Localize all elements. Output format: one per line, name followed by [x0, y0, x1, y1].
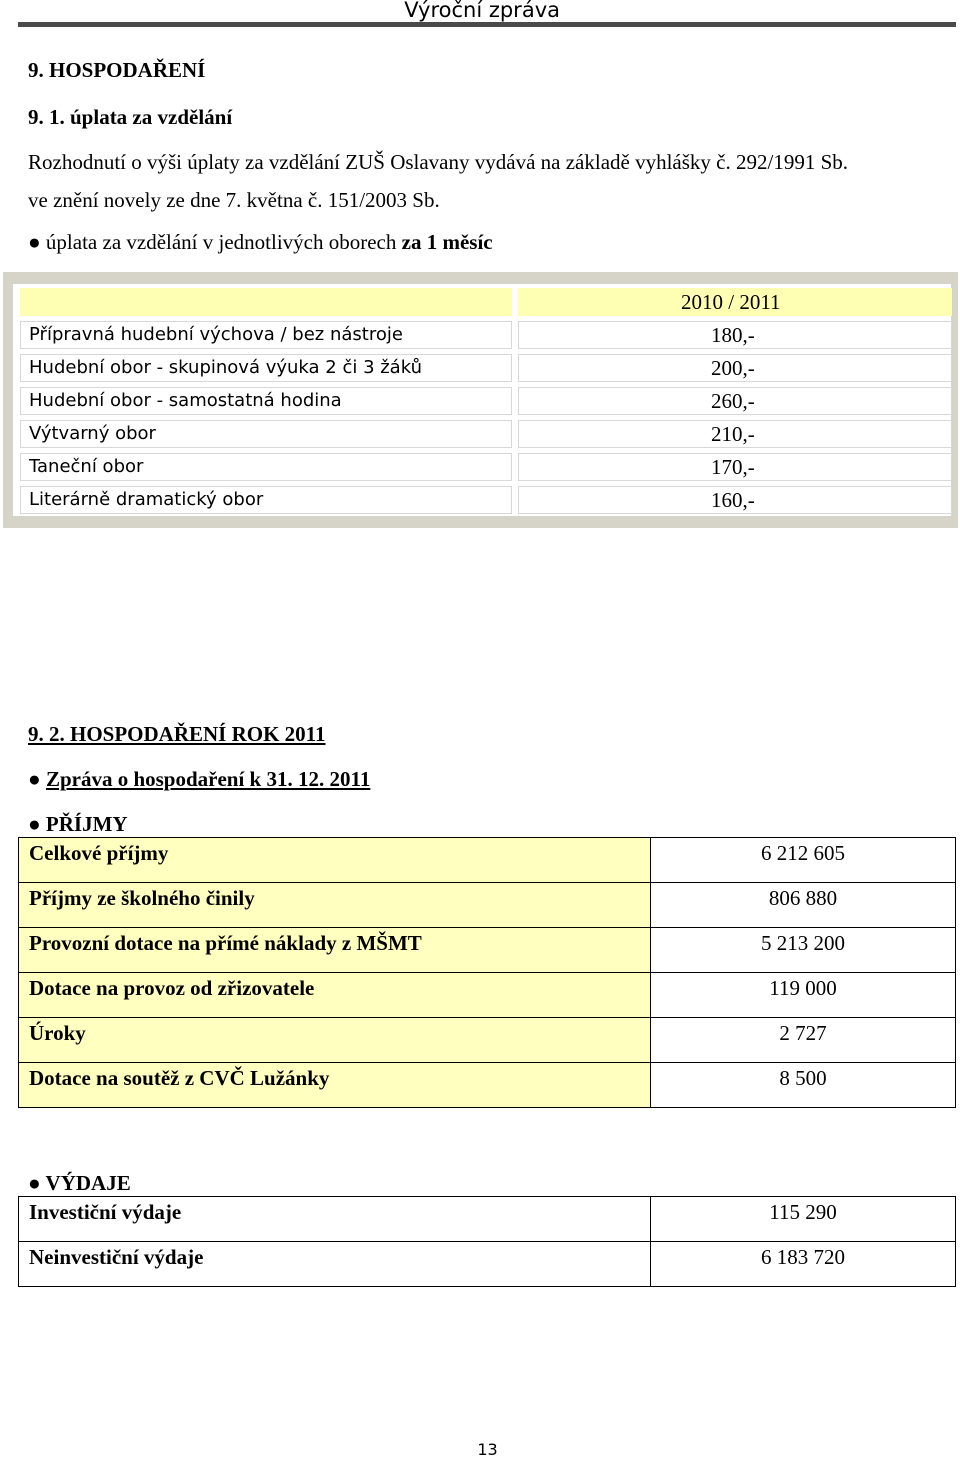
fee-row-label: Přípravná hudební výchova / bez nástroje [20, 321, 512, 349]
fee-row-label: Taneční obor [20, 453, 512, 481]
fee-table-row [20, 321, 952, 349]
fee-row-label: Hudební obor - skupinová výuka 2 či 3 žáků [20, 354, 512, 382]
fee-row-value: 200,- [518, 354, 952, 382]
fee-table-header-row [20, 288, 952, 316]
table-row [19, 973, 956, 1018]
table-row [19, 838, 956, 883]
header-rule [18, 22, 956, 27]
section-heading: 9. HOSPODAŘENÍ [28, 58, 206, 82]
table-row [19, 1063, 956, 1108]
expense-label: Investiční výdaje [19, 1197, 651, 1242]
income-label: Dotace na soutěž z CVČ Lužánky [19, 1063, 651, 1108]
fee-table [3, 272, 958, 528]
fee-table-inner [13, 284, 951, 516]
expense-label: Neinvestiční výdaje [19, 1242, 651, 1287]
table-row [19, 1197, 956, 1242]
intro-line-2: ve znění novely ze dne 7. května č. 151/2003 Sb. [28, 188, 440, 212]
income-value: 5 213 200 [651, 928, 956, 973]
fee-row-label: Hudební obor - samostatná hodina [20, 387, 512, 415]
income-label: Celkové příjmy [19, 838, 651, 883]
fee-table-row [20, 420, 952, 448]
fee-table-row [20, 387, 952, 415]
fee-bullet-text: ● úplata za vzdělání v jednotlivých oborech [28, 230, 402, 254]
income-label: Dotace na provoz od zřizovatele [19, 973, 651, 1018]
report-bullet: ● [28, 767, 46, 791]
income-table [18, 837, 956, 1108]
income-label: Úroky [19, 1018, 651, 1063]
expenses-title: ● VÝDAJE [28, 1171, 131, 1195]
fee-row-label: Výtvarný obor [20, 420, 512, 448]
fee-row-value: 260,- [518, 387, 952, 415]
fee-row-value: 210,- [518, 420, 952, 448]
fee-bullet [28, 230, 493, 255]
fee-row-value: 180,- [518, 321, 952, 349]
fee-table-header-label [20, 288, 512, 316]
income-value: 8 500 [651, 1063, 956, 1108]
fee-row-value: 170,- [518, 453, 952, 481]
page-number: 13 [477, 1440, 498, 1459]
fee-table-header-value: 2010 / 2011 [518, 288, 952, 316]
income-label: Příjmy ze školného činily [19, 883, 651, 928]
income-value: 119 000 [651, 973, 956, 1018]
section2-heading: 9. 2. HOSPODAŘENÍ ROK 2011 [28, 722, 326, 746]
expense-value: 115 290 [651, 1197, 956, 1242]
income-title: ● PŘÍJMY [28, 812, 128, 836]
income-label: Provozní dotace na přímé náklady z MŠMT [19, 928, 651, 973]
table-row [19, 1242, 956, 1287]
expense-value: 6 183 720 [651, 1242, 956, 1287]
income-value: 6 212 605 [651, 838, 956, 883]
fee-table-row [20, 354, 952, 382]
subsection-heading: 9. 1. úplata za vzdělání [28, 105, 233, 129]
fee-bullet-bold: za 1 měsíc [401, 230, 493, 254]
expenses-table [18, 1196, 956, 1287]
intro-line-1: Rozhodnutí o výši úplaty za vzdělání ZUŠ Oslavany vydává na základě vyhlášky č. 292/1991 Sb. [28, 150, 848, 174]
fee-row-value: 160,- [518, 486, 952, 514]
income-value: 806 880 [651, 883, 956, 928]
fee-row-label: Literárně dramatický obor [20, 486, 512, 514]
report-title [28, 767, 370, 792]
table-row [19, 1018, 956, 1063]
document-header-title: Výroční zpráva [404, 0, 560, 22]
table-row [19, 883, 956, 928]
income-value: 2 727 [651, 1018, 956, 1063]
fee-table-row [20, 486, 952, 514]
fee-table-row [20, 453, 952, 481]
table-row [19, 928, 956, 973]
report-title-text: Zpráva o hospodaření k 31. 12. 2011 [45, 767, 371, 791]
